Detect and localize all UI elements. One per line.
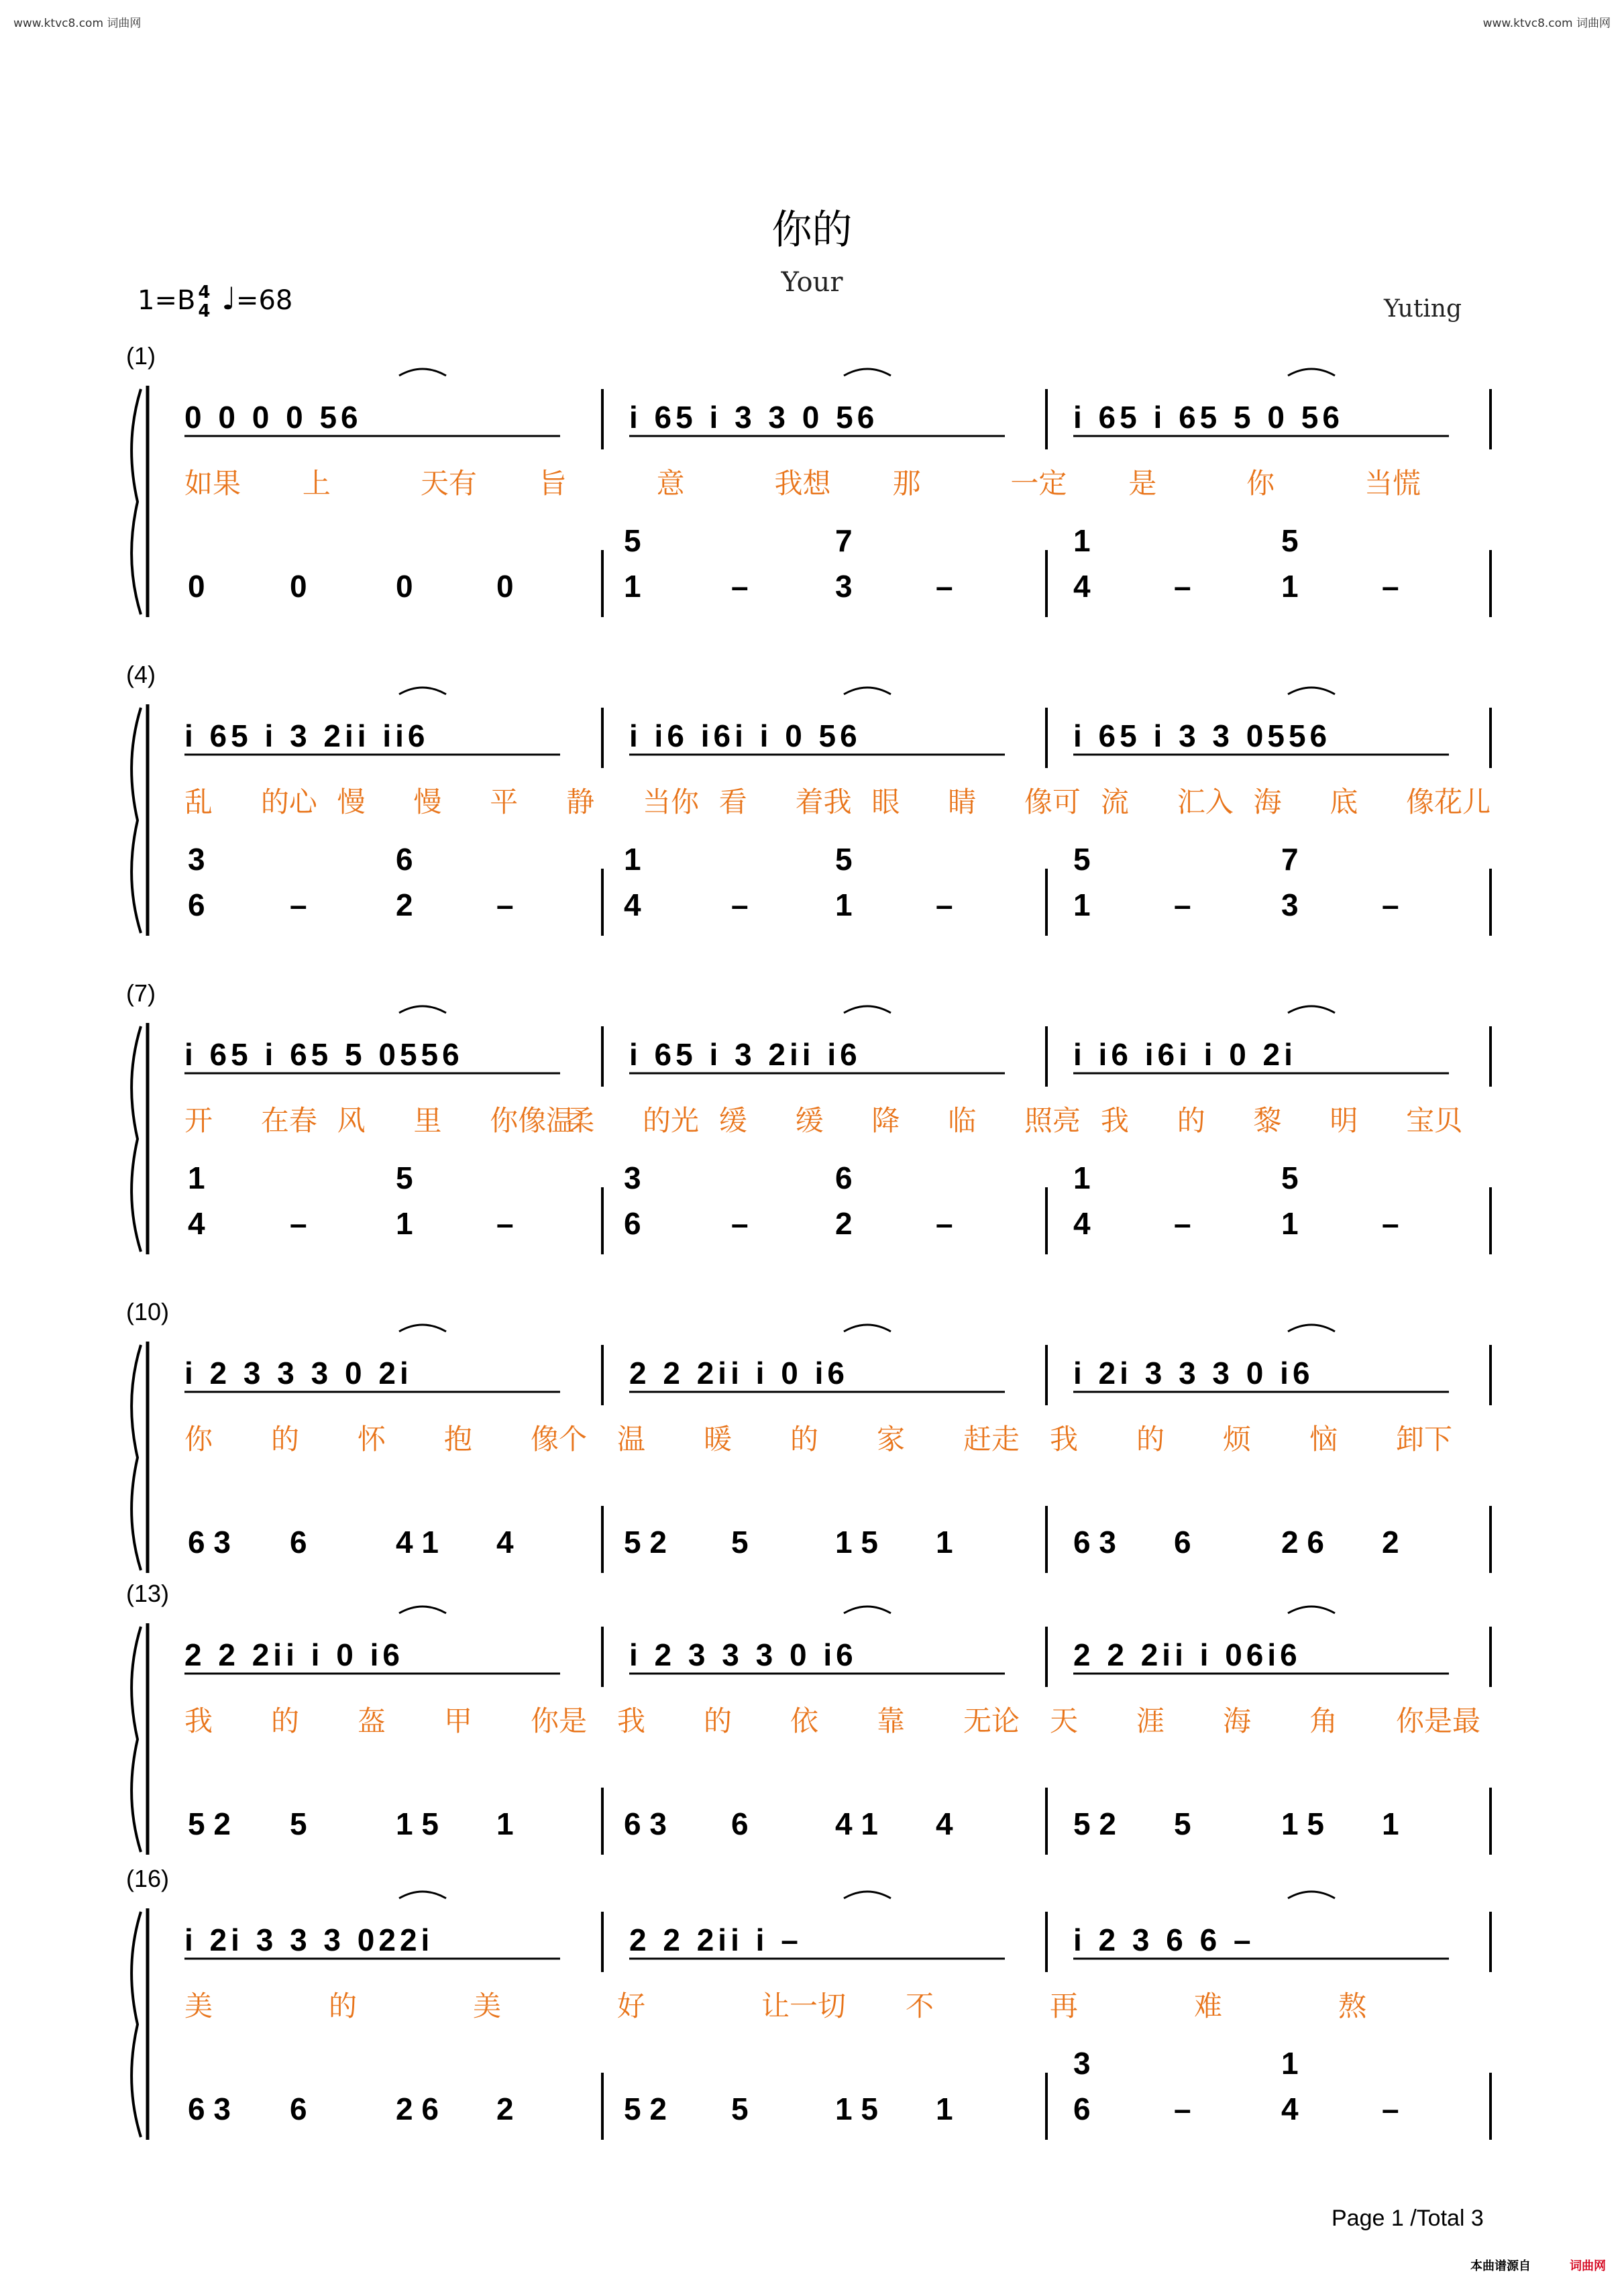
lyric-word: 天	[1050, 1705, 1079, 1737]
bass-note: 2 6	[396, 2091, 439, 2126]
lyric-word: 当慌	[1364, 468, 1421, 499]
lyric-word: 是	[1128, 468, 1157, 499]
measure-number: (10)	[126, 1298, 170, 1325]
melody-measure: i 65 i 3 3 0556	[1073, 718, 1332, 753]
bass-note: –	[936, 1206, 953, 1241]
bass-note: –	[731, 569, 749, 604]
tie-arc	[1288, 1892, 1335, 1898]
lyric-word: 我	[1100, 1105, 1129, 1136]
bass-note: –	[731, 1206, 749, 1241]
bass-note: 6	[1174, 1525, 1191, 1560]
header-right-url: www.ktvc8.com 词曲网	[1482, 17, 1611, 30]
tie-arc	[844, 1892, 891, 1898]
tie-arc	[844, 1325, 891, 1331]
lyric-word: 慢	[413, 786, 442, 818]
chord-upper-note: 5	[1073, 842, 1091, 877]
bass-note: –	[1174, 2091, 1191, 2126]
bass-note: –	[496, 887, 514, 922]
bass-note: 2	[396, 887, 413, 922]
lyric-word: 的	[790, 1423, 819, 1455]
bass-note: 1 5	[835, 2091, 878, 2126]
lyric-word: 恼	[1309, 1423, 1338, 1455]
bass-note: –	[1382, 1206, 1399, 1241]
bass-note: 2	[1382, 1525, 1399, 1560]
chord-upper-note: 1	[1073, 1160, 1091, 1195]
song-subtitle: Your	[781, 267, 843, 298]
lyric-word: 照亮	[1024, 1105, 1081, 1136]
chord-upper-note: 5	[835, 842, 853, 877]
lyric-word: 盔	[358, 1705, 386, 1737]
bass-note: 1	[835, 887, 853, 922]
lyric-word: 开	[184, 1105, 213, 1136]
chord-upper-note: 5	[1281, 523, 1299, 558]
lyric-word: 流	[1100, 786, 1129, 818]
bass-note: 5 2	[188, 1806, 231, 1841]
chord-upper-note: 5	[624, 523, 641, 558]
bass-note: 2	[835, 1206, 853, 1241]
lyric-word: 柔	[566, 1105, 595, 1136]
lyric-word: 睛	[948, 786, 977, 818]
bass-note: 1	[936, 1525, 953, 1560]
bass-note: 1	[1281, 569, 1299, 604]
lyric-word: 我想	[774, 468, 831, 499]
bass-note: 1 5	[396, 1806, 439, 1841]
chord-upper-note: 1	[1073, 523, 1091, 558]
lyric-word: 好	[617, 1990, 646, 2022]
bass-note: –	[1174, 1206, 1191, 1241]
lyric-word: 降	[871, 1105, 900, 1136]
bass-note: 6	[188, 887, 205, 922]
tie-arc	[1288, 1006, 1335, 1013]
lyric-word: 美	[473, 1990, 502, 2022]
bass-note: 0	[496, 569, 514, 604]
lyric-word: 缓	[795, 1105, 824, 1136]
melody-measure: i 2 3 3 3 0 2i	[184, 1356, 413, 1391]
bass-note: –	[731, 887, 749, 922]
lyric-word: 涯	[1136, 1705, 1165, 1737]
lyric-word: 意	[656, 468, 685, 499]
lyric-word: 上	[302, 468, 331, 499]
lyric-word: 难	[1194, 1990, 1223, 2022]
lyric-word: 里	[413, 1105, 442, 1136]
lyric-word: 旨	[538, 468, 567, 499]
bass-note: 4 1	[396, 1525, 439, 1560]
lyric-word: 看	[718, 786, 747, 818]
measure-number: (7)	[126, 979, 156, 1007]
tie-arc	[399, 688, 446, 694]
bass-note: 4	[1281, 2091, 1299, 2126]
lyric-word: 黎	[1253, 1105, 1282, 1136]
melody-measure: 0 0 0 0 56	[184, 400, 362, 435]
lyric-word: 抱	[444, 1423, 473, 1455]
lyric-word: 的	[704, 1705, 733, 1737]
lyric-word: 的	[271, 1423, 300, 1455]
lyric-word: 着我	[795, 786, 852, 818]
tie-arc	[399, 369, 446, 376]
lyric-word: 我	[1050, 1423, 1079, 1455]
measure-number: (13)	[126, 1580, 170, 1607]
chord-upper-note: 6	[835, 1160, 853, 1195]
lyric-word: 乱	[184, 786, 213, 818]
lyric-word: 熬	[1338, 1990, 1367, 2022]
bass-note: 1	[496, 1806, 514, 1841]
system-brace	[131, 1026, 141, 1252]
lyric-word: 风	[337, 1105, 366, 1136]
melody-measure: 2 2 2ii i 0 i6	[629, 1356, 849, 1391]
bass-note: 5 2	[1073, 1806, 1116, 1841]
bass-note: 0	[188, 569, 205, 604]
tie-arc	[844, 1607, 891, 1613]
bass-note: 6	[290, 1525, 307, 1560]
lyric-word: 你是	[531, 1705, 588, 1737]
chord-upper-note: 3	[188, 842, 205, 877]
bass-note: 6 3	[624, 1806, 667, 1841]
lyric-word: 角	[1309, 1705, 1338, 1737]
bass-note: 0	[290, 569, 307, 604]
lyric-word: 一定	[1010, 468, 1067, 499]
lyric-word: 让一切	[761, 1990, 847, 2022]
lyric-word: 如果	[184, 468, 241, 499]
bass-note: 6 3	[188, 1525, 231, 1560]
chord-upper-note: 5	[1281, 1160, 1299, 1195]
tie-arc	[844, 369, 891, 376]
lyric-word: 汇入	[1177, 786, 1234, 818]
lyric-word: 海	[1253, 786, 1282, 818]
source-stamp: 本曲谱源自	[1470, 2259, 1531, 2273]
bass-note: 6	[1073, 2091, 1091, 2126]
bass-note: 4	[496, 1525, 514, 1560]
bass-note: 1 5	[1281, 1806, 1324, 1841]
page-indicator: Page 1 /Total 3	[1332, 2206, 1484, 2231]
lyric-word: 的	[1177, 1105, 1205, 1136]
bass-note: 4	[188, 1206, 205, 1241]
lyric-word: 眼	[871, 786, 900, 818]
lyric-word: 的心	[260, 786, 317, 818]
bass-note: 1	[1382, 1806, 1399, 1841]
bass-note: –	[1174, 887, 1191, 922]
bass-note: 0	[396, 569, 413, 604]
melody-measure: i i6 i6i i 0 2i	[1073, 1037, 1297, 1072]
lyric-word: 美	[184, 1990, 213, 2022]
system-brace	[131, 389, 141, 614]
bass-note: 1	[1073, 887, 1091, 922]
lyric-word: 再	[1050, 1990, 1079, 2022]
bass-note: 3	[835, 569, 853, 604]
tie-arc	[399, 1892, 446, 1898]
melody-measure: 2 2 2ii i 06i6	[1073, 1637, 1301, 1672]
bass-note: 6 3	[1073, 1525, 1116, 1560]
lyric-word: 当你	[642, 786, 699, 818]
lyric-word: 不	[906, 1990, 934, 2022]
melody-measure: i 65 i 65 5 0 56	[1073, 400, 1344, 435]
time-signature: 4 4	[198, 282, 211, 321]
key-signature: 1=B	[138, 285, 196, 316]
bass-note: 5	[731, 2091, 749, 2126]
lyric-word: 赶走	[963, 1423, 1020, 1455]
bass-note: –	[936, 887, 953, 922]
lyric-word: 像个	[531, 1423, 588, 1455]
bass-note: –	[1382, 2091, 1399, 2126]
lyric-word: 静	[566, 786, 595, 818]
tie-arc	[399, 1006, 446, 1013]
source-stamp-logo: 词曲网	[1570, 2259, 1606, 2273]
measure-number: (1)	[126, 342, 156, 370]
song-title: 你的	[771, 207, 853, 254]
bass-note: 6	[624, 1206, 641, 1241]
bass-note: –	[496, 1206, 514, 1241]
bass-note: 1	[1281, 1206, 1299, 1241]
bass-note: 1	[396, 1206, 413, 1241]
system-brace	[131, 1345, 141, 1570]
chord-upper-note: 1	[624, 842, 641, 877]
tie-arc	[399, 1325, 446, 1331]
tempo-value: =68	[235, 285, 293, 316]
bass-note: 4 1	[835, 1806, 878, 1841]
lyric-word: 底	[1330, 786, 1358, 818]
bass-note: 1	[936, 2091, 953, 2126]
lyric-word: 甲	[444, 1705, 473, 1737]
lyric-word: 的	[1136, 1423, 1165, 1455]
lyric-word: 平	[490, 786, 519, 818]
lyric-word: 像可	[1024, 786, 1081, 818]
chord-upper-note: 7	[835, 523, 853, 558]
melody-measure: i 2 3 3 3 0 i6	[629, 1637, 857, 1672]
melody-measure: i 65 i 65 5 0556	[184, 1037, 464, 1072]
lyric-word: 你是最	[1396, 1705, 1481, 1737]
lyric-word: 烦	[1223, 1423, 1252, 1455]
header-left-url: www.ktvc8.com 词曲网	[13, 17, 142, 30]
bass-note: 5	[1174, 1806, 1191, 1841]
bass-note: 6	[731, 1806, 749, 1841]
melody-measure: i 65 i 3 2ii i6	[629, 1037, 861, 1072]
lyric-word: 怀	[358, 1423, 386, 1455]
melody-measure: i 2 3 6 6 –	[1073, 1922, 1255, 1957]
lyric-word: 靠	[877, 1705, 906, 1737]
chord-upper-note: 3	[1073, 2046, 1091, 2081]
bass-note: 4	[1073, 1206, 1091, 1241]
melody-measure: i i6 i6i i 0 56	[629, 718, 861, 753]
bass-note: –	[1382, 887, 1399, 922]
chord-upper-note: 7	[1281, 842, 1299, 877]
bass-note: 4	[624, 887, 641, 922]
lyric-word: 宝贝	[1406, 1105, 1463, 1136]
bass-note: 4	[936, 1806, 953, 1841]
system-brace	[131, 1627, 141, 1852]
lyric-word: 缓	[718, 1105, 747, 1136]
bass-note: –	[936, 569, 953, 604]
bass-note: –	[290, 887, 307, 922]
bass-note: 5 2	[624, 2091, 667, 2126]
measure-number: (4)	[126, 661, 156, 688]
tie-arc	[1288, 688, 1335, 694]
bass-note: –	[290, 1206, 307, 1241]
bass-note: 5 2	[624, 1525, 667, 1560]
system-brace	[131, 708, 141, 933]
lyric-word: 临	[948, 1105, 977, 1136]
lyric-word: 天有	[420, 468, 477, 499]
chord-upper-note: 5	[396, 1160, 413, 1195]
lyric-word: 暖	[704, 1423, 733, 1455]
melody-measure: 2 2 2ii i –	[629, 1922, 802, 1957]
tie-arc	[844, 688, 891, 694]
lyric-word: 明	[1330, 1105, 1358, 1136]
lyric-word: 像花儿	[1406, 786, 1491, 818]
melody-measure: i 65 i 3 2ii ii6	[184, 718, 429, 753]
lyric-word: 慢	[337, 786, 366, 818]
tie-arc	[1288, 369, 1335, 376]
lyric-word: 在春	[260, 1105, 317, 1136]
melody-measure: i 2i 3 3 3 022i	[184, 1922, 434, 1957]
bass-note: 6 3	[188, 2091, 231, 2126]
lyric-word: 的	[271, 1705, 300, 1737]
lyric-word: 家	[877, 1423, 906, 1455]
lyric-word: 的	[329, 1990, 358, 2022]
melody-measure: 2 2 2ii i 0 i6	[184, 1637, 404, 1672]
lyric-word: 那	[892, 468, 921, 499]
lyric-word: 你	[1246, 468, 1275, 499]
bass-note: 5	[731, 1525, 749, 1560]
lyric-word: 依	[790, 1705, 819, 1737]
lyric-word: 你	[184, 1423, 213, 1455]
tie-arc	[1288, 1325, 1335, 1331]
chord-upper-note: 6	[396, 842, 413, 877]
chord-upper-note: 1	[1281, 2046, 1299, 2081]
lyric-word: 温	[617, 1423, 646, 1455]
composer-name: Yuting	[1384, 295, 1462, 323]
bass-note: 4	[1073, 569, 1091, 604]
lyric-word: 你像温	[490, 1105, 575, 1136]
lyric-word: 的光	[642, 1105, 699, 1136]
lyric-word: 海	[1223, 1705, 1252, 1737]
bass-note: 6	[290, 2091, 307, 2126]
bass-note: 1	[624, 569, 641, 604]
lyric-word: 我	[184, 1705, 213, 1737]
lyric-word: 无论	[963, 1705, 1020, 1737]
chord-upper-note: 3	[624, 1160, 641, 1195]
bass-note: 1 5	[835, 1525, 878, 1560]
quarter-note-icon: ♩	[221, 280, 236, 317]
melody-measure: i 2i 3 3 3 0 i6	[1073, 1356, 1314, 1391]
tie-arc	[1288, 1607, 1335, 1613]
bass-note: 5	[290, 1806, 307, 1841]
bass-note: 2	[496, 2091, 514, 2126]
lyric-word: 我	[617, 1705, 646, 1737]
tie-arc	[844, 1006, 891, 1013]
melody-measure: i 65 i 3 3 0 56	[629, 400, 879, 435]
measure-number: (16)	[126, 1865, 170, 1892]
bass-note: 3	[1281, 887, 1299, 922]
system-brace	[131, 1912, 141, 2137]
lyric-word: 卸下	[1396, 1423, 1453, 1455]
bass-note: –	[1174, 569, 1191, 604]
bass-note: 2 6	[1281, 1525, 1324, 1560]
bass-note: –	[1382, 569, 1399, 604]
chord-upper-note: 1	[188, 1160, 205, 1195]
tie-arc	[399, 1607, 446, 1613]
